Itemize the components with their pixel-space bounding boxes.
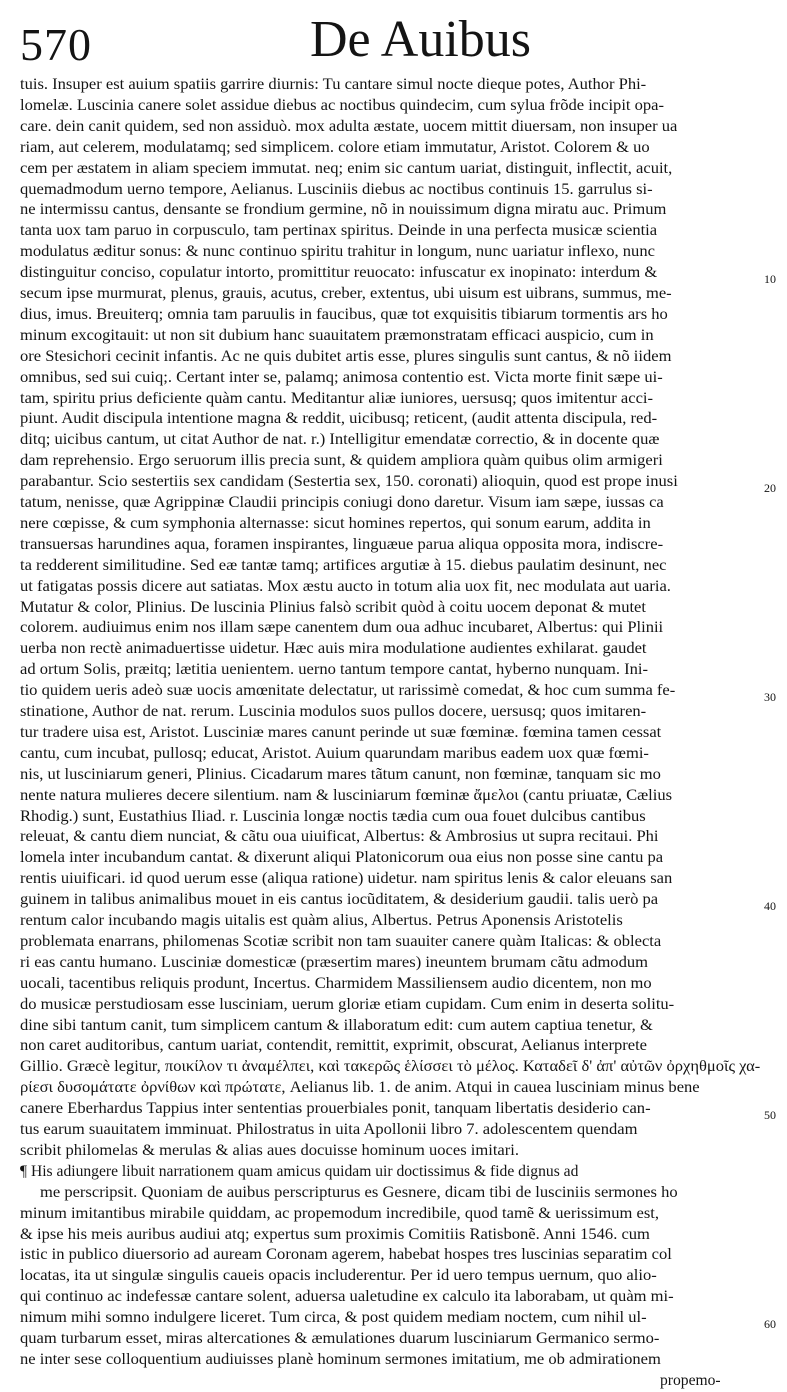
text-line: dius, imus. Breuiterq; omnia tam paruulis in faucibus, quæ tot exquisitis tibiarum tormentis ars ho (20, 305, 668, 323)
text-line: rentum calor incubando magis uitalis est quàm alius, Albertus. Petrus Aponensis Aristotelis (20, 912, 623, 929)
text-line: riam, aut celerem, modulatamq; sed simplicem. colore etiam immutatur, Aristot. Colorem & uo (20, 138, 650, 156)
text-line: tus earum suauitatem imminuat. Philostratus in uita Apollonii libro 7. adolescentem quendam (20, 1121, 638, 1138)
text-line: ad ortum Solis, præitq; lætitia uenientem. uerno tantum tempore cantat, hyberno nunquam. Ini- (20, 661, 648, 679)
text-line: propemo- (660, 1371, 721, 1389)
text-line: parabantur. Scio sestertiis sex candidam (Sestertia sex, 150. coronati) alioquin, quod est prope inusi (20, 473, 678, 491)
text-line: nere cœpisse, & cum symphonia alternasse: sicut homines repertos, qui sonum earum, addita in (20, 514, 651, 532)
text-line: ditq; uicibus cantum, ut citat Author de nat. r.) Intelligitur emendatæ correctio, & in docente quæ (20, 431, 660, 449)
text-line: releuat, & cantu diem nunciat, & cãtu oua uiuificat, Albertus: & Ambrosius ut supra recitaui. Phi (20, 828, 659, 846)
text-line: colorem. audiuimus enim nos illam sæpe canentem dum oua adhuc incubaret, Albertus: qui Plinii (20, 619, 664, 637)
text-line: ne inter sese colloquentium audiuisses planè hominum sermones imitatium, me ob admirationem (20, 1350, 661, 1368)
text-line: locatas, ita ut singulæ singulis caueis opacis includerentur. Per id uero tempus uernum, quo alio- (20, 1267, 657, 1285)
text-line: nente natura mulieres decere silentium. nam & lusciniarum fœminæ ἄμελοι (cantu priuatæ, Cælius (20, 786, 672, 804)
text-line: rentis uiuificari. id quod uerum esse (aliqua ratione) uidetur. nam spiritus lenis & calor eleuans san (20, 870, 672, 888)
text-line: do musicæ perstudiosam esse lusciniam, uerum gloriæ etiam cupidam. Cum enim in deserta solitu- (20, 995, 675, 1013)
text-line: istic in publico diuersorio ad auream Coronam agerem, habebat hospes tres luscinias separatim col (20, 1246, 672, 1264)
text-line: secum ipse murmurat, plenus, grauis, acutus, creber, extentus, ubi uisum est uibrans, summus, me- (20, 285, 672, 302)
text-line: tio quidem ueris adeò suæ uocis amœnitate delectatur, ut rarissimè comedat, & hoc cum summa fe- (20, 682, 676, 700)
text-line: uerba non rectè animaduertisse uidetur. Hæc auis mira modulatione audientes exhilarat. gaudet (20, 640, 647, 658)
text-line: dam reprehensio. Ergo seruorum illis precia sunt, & quidem ampliora quàm quibus olim armigeri (20, 452, 663, 470)
text-line: distinguitur conciso, copulatur intorto, promittitur reuocato: infuscatur ex inopinato: interdum & (20, 264, 658, 282)
text-line: minum excogitauit: ut non sit dubium hanc suauitatem præmonstratam efficaci auspicio, cum in (20, 326, 654, 344)
text-line: guinem in talibus animalibus mouet in eis cantus iocũditatem, & desiderium gaudii. talis uerò pa (20, 891, 659, 909)
text-line: lomelæ. Luscinia canere solet assidue diebus ac noctibus quindecim, cum sylua frõde incipit opa- (20, 96, 665, 114)
text-line: tatum, nenisse, quæ Agrippinæ Claudii principis coniugi dono daretur. Visum iam sæpe, iussas ca (20, 494, 664, 511)
text-line: Gillio. Græcè legitur, ποικίλον τι ἀναμέλπει, καὶ τακερῶς ἑλίσσει τὸ μέλος. Καταδεῖ δ' ἀπ' αὐτῶν ὀρχηθμοῖς χα- (20, 1058, 760, 1076)
text-line: care. dein canit quidem, sed non assiduò. mox adulta æstate, uocem mittit diuersam, non insuper ua (20, 117, 678, 135)
text-line: canere Eberhardus Tappius inter sententias prouerbiales ponit, tanquam libertatis desiderio can- (20, 1100, 651, 1118)
text-line: modulatus æditur sonus: & nunc continuo spiritu trahitur in longum, nunc uariatur inflexo, nunc (20, 243, 655, 261)
text-line: transuersas harundines aqua, foramen inspirantes, linguæue parua aliqua opposita mora, indiscre- (20, 535, 664, 553)
text-line: cantu, cum incubat, pullosq; educat, Aristot. Auium quarundam maribus eadem uox quæ fœmi- (20, 744, 649, 762)
margin-line-number: 30 (764, 690, 776, 705)
text-line: ore Stesichori cecinit infantis. Ac ne quis dubitet artis esse, plures singulis sunt cantus, & nõ iidem (20, 347, 672, 365)
text-line: tam, spiritu prius deficiente quàm cantu. Meditantur aliæ iuniores, uersusq; quos imitentur acci- (20, 389, 653, 407)
text-line: problemata enarrans, philomenas Scotiæ scribit non tam suauiter canere quàm Italicas: & oblecta (20, 932, 662, 950)
text-line: nis, ut lusciniarum generi, Plinius. Cicadarum mares tãtum canunt, non fœminæ, tanquam sic mo (20, 765, 661, 783)
margin-line-number: 60 (764, 1317, 776, 1332)
text-line: ta redderent similitudine. Sed eæ tantæ tamq; artifices argutiæ à 15. diebus paulatim desinunt, nec (20, 556, 667, 574)
text-line: stinatione, Author de nat. rerum. Luscinia modulos suos pullos docere, uersusq; quos imitaren- (20, 703, 647, 720)
text-line: uocali, tacentibus reliquis produnt, Incertus. Charmidem Massiliensem audio dicentem, non mo (20, 974, 652, 992)
text-line: tuis. Insuper est auium spatiis garrire diurnis: Tu cantare simul nocte dieque potes, Author Phi- (20, 76, 647, 93)
margin-line-number: 20 (764, 481, 776, 496)
text-line: quemadmodum uerno tempore, Aelianus. Lusciniis diebus ac noctibus continuis 15. garrulus si- (20, 180, 653, 198)
text-line: qui continuo ac indefessæ cantare solent, aduersa ualetudine ex calculo ita laborabam, ut quàm mi- (20, 1288, 674, 1306)
margin-line-number: 10 (764, 272, 776, 287)
margin-line-number: 40 (764, 899, 776, 914)
text-line: quam turbarum esset, miras altercationes & æmulationes duarum lusciniarum Germanico sermo- (20, 1330, 660, 1347)
text-line: ri eas cantu humano. Lusciniæ domesticæ (præsertim mares) ineuntem brumam cãtu admodum (20, 953, 648, 971)
text-line: minum imitantibus mirabile quiddam, ac propemodum incredibile, quod tamẽ & uerissimum est, (20, 1204, 660, 1222)
text-line: Mutatur & color, Plinius. De luscinia Plinius falsò scribit quòd à coitu uocem deponat & mutet (20, 598, 646, 616)
text-line: tur tradere uisa est, Aristot. Lusciniæ mares canunt perinde ut suæ fœminæ. fœmina tamen cessat (20, 723, 662, 741)
text-line: non caret auditoribus, cantum uariat, contendit, remittit, exprimit, obscurat, Aelianus interprete (20, 1037, 648, 1055)
text-line: Rhodig.) sunt, Eustathius Iliad. r. Luscinia longæ noctis tædia cum oua fouet dulcibus cantibus (20, 807, 646, 825)
text-line: ¶ His adiungere libuit narrationem quam amicus quidam uir doctissimus & fide dignus ad (20, 1162, 579, 1180)
text-line: scribit philomelas & merulas & alias aues docuisse hominum uoces imitari. (20, 1141, 520, 1159)
text-line: nimum mihi somno indulgere liceret. Tum circa, & post quidem mediam noctem, cum nihil ul- (20, 1309, 647, 1327)
text-line: ρίεσι δυσομάτατε ὀρνίθων καὶ πρώτατε, Aelianus lib. 1. de anim. Atqui in cauea lusciniam minus bene (20, 1079, 700, 1097)
page-number: 570 (20, 19, 92, 70)
text-line: & ipse his meis auribus audiui atq; expertus sum proximis Comitiis Ratisbonẽ. Anni 1546. cum (20, 1225, 650, 1243)
text-line: me perscripsit. Quoniam de auibus perscripturus es Gesnere, dicam tibi de lusciniis sermones ho (40, 1183, 678, 1201)
text-line: tanta uox tam paruo in corpusculo, tam pertinax spiritus. Deinde in una perfecta musicæ scientia (20, 222, 658, 240)
running-head: De Auibus (310, 11, 531, 68)
text-line: cem per æstatem in aliam speciem immutat. neq; enim sic cantum uariat, distinguit, inflectit, acuit, (20, 159, 672, 177)
text-line: piunt. Audit discipula intentione magna & reddit, uicibusq; reticent, (audit attenta discipula, red- (20, 410, 658, 428)
text-line: lomela inter incubandum cantat. & dixerunt aliqui Platonicorum oua eius non posse sine cantu pa (20, 849, 664, 867)
text-line: dine sibi tantum canit, tum simplicem cantum & illaboratum edit: cum autem captiua tenetur, & (20, 1016, 653, 1034)
text-line: omnibus, sed sui cuiq;. Certant inter se, palamq; animosa contentio est. Victa morte finit sæpe ui- (20, 368, 663, 386)
margin-line-number: 50 (764, 1108, 776, 1123)
text-line: ne intermissu cantus, densante se frondium germine, nõ in nouissimum digna miratu auc. Primum (20, 201, 667, 219)
text-line: ut fatigatas possis dicere aut satiatas. Mox æstu aucto in totum alia uox fit, nec modulata aut uaria. (20, 577, 671, 595)
